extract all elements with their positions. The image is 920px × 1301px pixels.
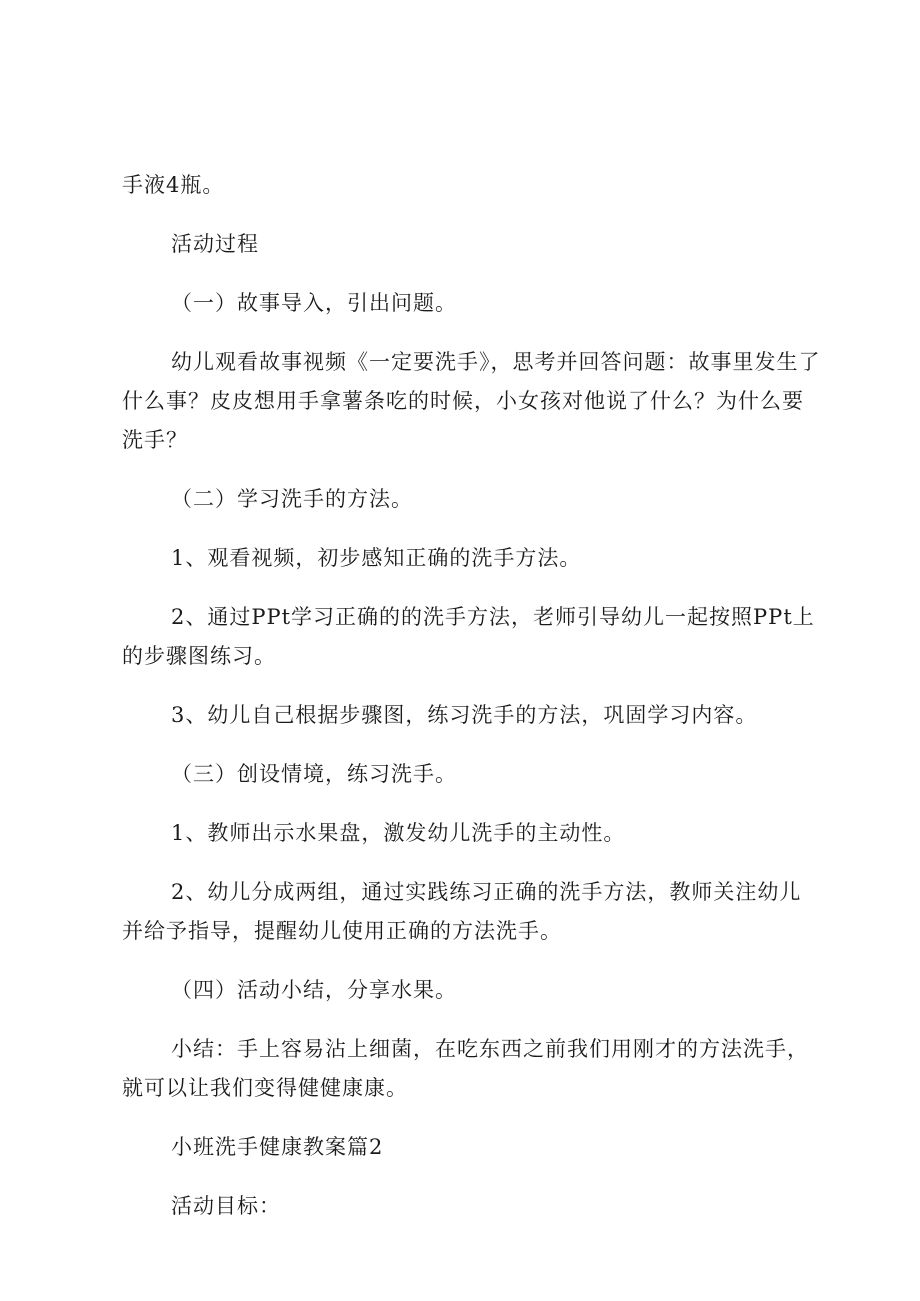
paragraph-continuation: 手液4瓶。 [122, 173, 225, 197]
section-heading-activity-goals: 活动目标： [171, 1194, 281, 1218]
step-heading-3: （三）创设情境，练习洗手。 [171, 762, 457, 786]
list-item-group-practice: 2、幼儿分成两组，通过实践练习正确的洗手方法，教师关注幼儿并给予指导，提醒幼儿使用正确的方法洗手。 [122, 880, 802, 943]
paragraph-story-video: 幼儿观看故事视频《一定要洗手》，思考并回答问题：故事里发生了什么事？皮皮想用手拿薯条吃的时候，小女孩对他说了什么？为什么要洗手？ [122, 350, 821, 452]
list-item-ppt-method: 2、通过PPt学习正确的的洗手方法，老师引导幼儿一起按照PPt上的步骤图练习。 [122, 605, 815, 668]
step-heading-4: （四）活动小结，分享水果。 [171, 978, 457, 1002]
lesson-plan-title-2: 小班洗手健康教案篇2 [171, 1135, 384, 1159]
paragraph-summary: 小结：手上容易沾上细菌，在吃东西之前我们用刚才的方法洗手，就可以让我们变得健健康康。 [122, 1037, 809, 1100]
step-heading-2: （二）学习洗手的方法。 [171, 487, 413, 511]
section-heading-activity-process: 活动过程 [171, 232, 259, 256]
list-item-practice-steps: 3、幼儿自己根据步骤图，练习洗手的方法，巩固学习内容。 [171, 703, 758, 727]
list-item-watch-video: 1、观看视频，初步感知正确的洗手方法。 [171, 546, 582, 570]
step-heading-1: （一）故事导入，引出问题。 [171, 291, 457, 315]
list-item-fruit-plate: 1、教师出示水果盘，激发幼儿洗手的主动性。 [171, 821, 626, 845]
document-body [122, 166, 822, 1246]
